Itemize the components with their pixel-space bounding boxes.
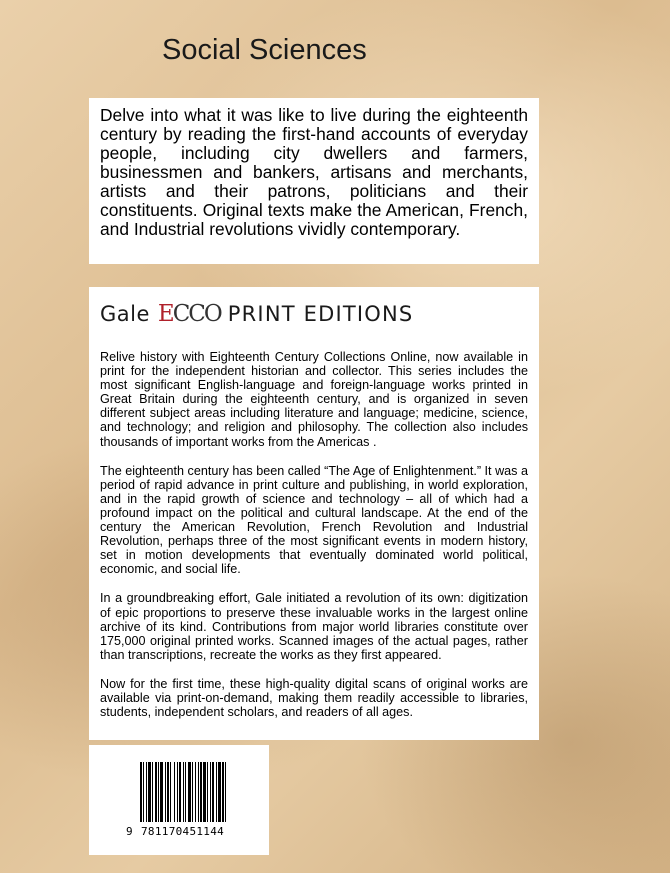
gale-ecco-info-box [89,287,539,740]
paragraph-1: Relive history with Eighteenth Century Collections Online, now available in print for the independent historian and collector. This series includes the most significant English-language and foreign-language works printed in Great Britain during the eighteenth century, and is organized in seven different subject areas including literature and language; medicine, science, and technology; and religion and philosophy. The collection also includes thousands of important works from the Americas . [100,350,528,449]
barcode-digits: 781170451144 [141,825,225,838]
barcode-lead-digit: 9 [126,825,133,838]
paragraph-2: The eighteenth century has been called “The Age of Enlightenment.” It was a period of rapid advance in print culture and publishing, in world exploration, and in the rapid growth of science and technology – all of which had a profound impact on the political and cultural landscape. At the end of the century the American Revolution, French Revolution and Industrial Revolution, perhaps three of the most significant events in modern history, set in motion developments that eventually dominated world political, economic, and social life. [100,463,528,577]
description-box [89,98,539,264]
paragraph-3: In a groundbreaking effort, Gale initiated a revolution of its own: digitization of epic proportions to preserve these invaluable works in the largest online archive of its kind. Contributions from major world libraries constitute over 175,000 original printed works. Scanned images of the actual pages, rather than transcriptions, recreate the works as they first appeared. [100,591,528,662]
body-text [100,350,528,719]
brand-ecco [158,301,221,327]
barcode-box [89,745,269,855]
brand-ecco-e: E [157,301,173,327]
page-title: Social Sciences [162,34,367,66]
description-text: Delve into what it was like to live during the eighteenth century by reading the first-hand accounts of everyday people, including city dwellers and farmers, businessmen and bankers, artisans and merchants, artists and their patrons, politicians and their constituents. Original texts make the American, French, and Industrial revolutions vividly contemporary. [100,105,528,239]
paragraph-4: Now for the first time, these high-quality digital scans of original works are available via print-on-demand, making them readily accessible to libraries, students, independent scholars, and readers of all ages. [100,676,528,720]
gale-ecco-logo [100,301,528,329]
brand-gale: Gale [100,302,150,326]
barcode-number [126,825,271,838]
barcode-icon [140,762,268,822]
barcode-bar [226,762,228,822]
brand-ecco-cco: CCO [172,301,221,327]
brand-print-editions: PRINT EDITIONS [227,302,414,326]
